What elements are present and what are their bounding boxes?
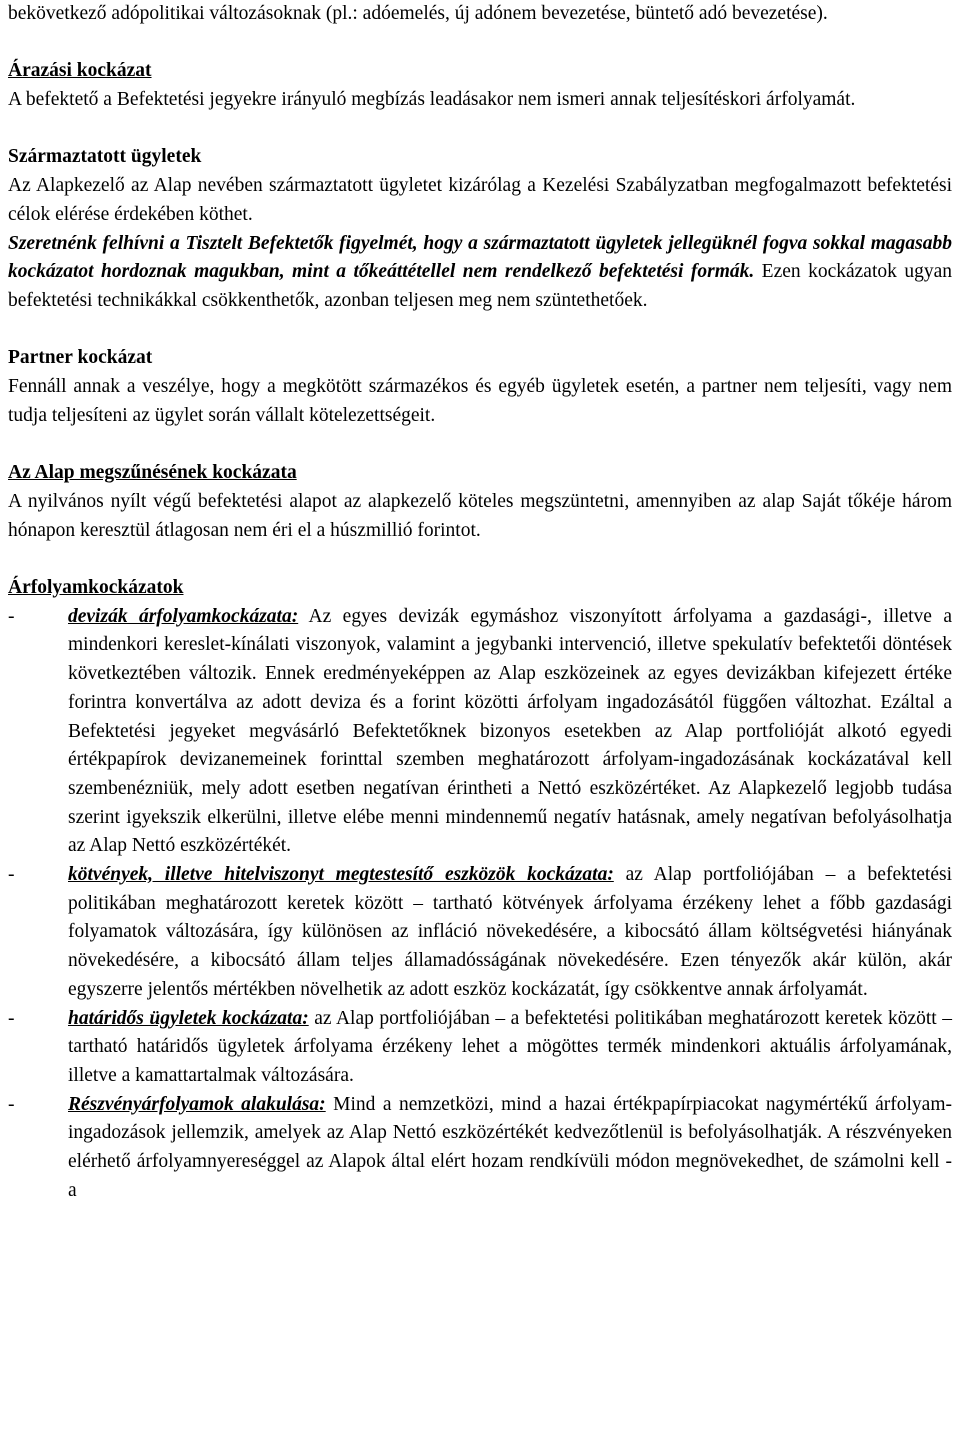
dash-bullet: -: [8, 1007, 15, 1029]
section-fx-risks: [8, 574, 952, 1205]
list-item: [8, 1005, 952, 1091]
dash-bullet: -: [8, 605, 15, 627]
section-body: A nyilvános nyílt végű befektetési alapot az alapkezelő köteles megszüntetni, amennyiben az alap Saját tőkéje három hónapon keresztül átlagosan nem éri el a húszmillió forintot.: [8, 490, 952, 541]
risk-term: Részvényárfolyamok alakulása:: [68, 1093, 326, 1115]
risk-term: kötvények, illetve hitelviszonyt megtestesítő eszközök kockázata:: [68, 864, 614, 886]
risk-text: Mind a nemzetközi, mind a hazai értékpapírpiacokat nagymértékű árfolyam-ingadozások jellemzik, amelyek az Alap Nettó eszközértékét kedvezőtlenül is befolyásolhatják. A részvényeken elérhető árfolyamnyereséggel az Alapok által elért hozam rendkívüli módon megnövekedhet, de számolni kell - a: [68, 1093, 953, 1201]
list-item: [8, 861, 952, 1005]
risk-text: Az egyes devizák egymáshoz viszonyított árfolyama a gazdasági-, illetve a mindenkori kereslet-kínálati viszonyok, valamint a jegybanki intervenció, illetve spekulatív befektetői döntések következtében változik. Ennek eredményeképpen az Alap eszközeinek az egyes devizákban kifejezett értéke forintra konvertálva az adott deviza és a forint közötti árfolyam ingadozásától függően változhat. Ezáltal a Befektetési jegyeket megvásárló Befektetőknek bizonyos esetekben az Alap portfolióját alkotó egyedi értékpapírok devizanemeinek forinttal szemben meghatározott árfolyam-ingadozásának kockázatával kell szembenézniük, mely adott esetben negatívan érintheti a Nettó eszközértéket. Az Alapkezelő legjobb tudása szerint igyekszik elkerülni, illetve elébe menni mindennemű negatív hatásnak, amely negatívan befolyásolhatja az Alap Nettó eszközértékét.: [68, 605, 953, 857]
section-body: Fennáll annak a veszélye, hogy a megkötött származékos és egyéb ügyletek esetén, a partner nem teljesíti, vagy nem tudja teljesíteni az ügylet során vállalt kötelezettségeit.: [8, 376, 952, 426]
section-body: Az Alapkezelő az Alap nevében származtatott ügyletet kizárólag a Kezelési Szabályzatban megfogalmazott befektetési célok elérése érdekében köthet.: [8, 175, 952, 225]
risk-text: az Alap portfoliójában – a befektetési politikában meghatározott keretek között – tartható kötvények árfolyama érzékeny lehet a főbb gazdasági folyamatok változására, így különösen az infláció növekedésére, a kibocsátó állam költségvetési hiányának növekedésére, a kibocsátó állam teljes államadósságának növekedésére. Ezen tényezők akár külön, akár egyszerre jelentős mértékben növelhetik az adott eszköz kockázatát, így csökkentve annak árfolyamát.: [68, 864, 953, 1000]
section-heading: Árfolyamkockázatok: [8, 576, 184, 598]
derivatives-warning-tail: Ezen kockázatok ugyan befektetési technikákkal csökkenthetők, azonban teljesen meg nem szüntethetőek.: [8, 261, 952, 311]
section-heading: Az Alap megszűnésének kockázata: [8, 462, 297, 484]
section-body: A befektető a Befektetési jegyekre irányuló megbízás leadásakor nem ismeri annak teljesítéskori árfolyamát.: [8, 89, 856, 111]
dash-bullet: -: [8, 1093, 15, 1115]
section-heading: Származtatott ügyletek: [8, 146, 202, 168]
section-heading: Partner kockázat: [8, 347, 153, 369]
derivatives-warning: Szeretnénk felhívni a Tisztelt Befektetők figyelmét, hogy a származtatott ügyletek jellegüknél fogva sokkal magasabb kockázatot hordoznak magukban, mint a tőkeáttétellel nem rendelkező befektetési formák.: [8, 232, 952, 283]
section-heading: Árazási kockázat: [8, 60, 152, 82]
section-derivatives: [8, 143, 952, 315]
risk-list: [8, 603, 952, 1206]
list-item: [8, 603, 952, 861]
section-termination-risk: [8, 459, 952, 545]
risk-term: határidős ügyletek kockázata:: [68, 1007, 309, 1029]
list-item: [8, 1091, 952, 1206]
risk-term: devizák árfolyamkockázata:: [68, 605, 299, 627]
risk-text: az Alap portfoliójában – a befektetési politikában meghatározott keretek között – tartható határidős ügyletek árfolyama érzékeny lehet a mögöttes termék mindenkori aktuális árfolyamának, illetve a kamattartalmak változására.: [68, 1007, 952, 1086]
dash-bullet: -: [8, 864, 15, 886]
derivatives-warning-paragraph: [8, 230, 952, 316]
intro-paragraph: bekövetkező adópolitikai változásoknak (pl.: adóemelés, új adónem bevezetése, büntető adó bevezetése).: [8, 3, 828, 24]
section-pricing-risk: [8, 57, 952, 114]
section-partner-risk: [8, 344, 952, 430]
